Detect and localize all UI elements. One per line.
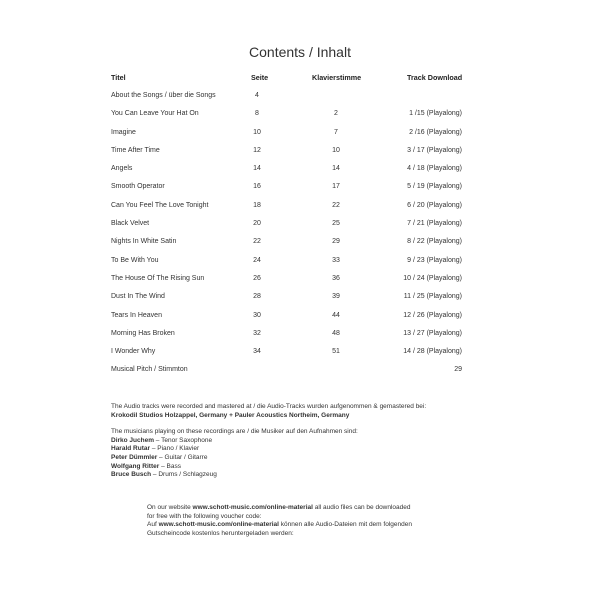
page-number: 34 <box>253 348 261 356</box>
song-title: Smooth Operator <box>111 183 165 191</box>
piano-page: 2 <box>334 110 338 118</box>
online-material-notice <box>147 504 477 538</box>
piano-page: 44 <box>332 311 340 319</box>
column-header-track: Track Download <box>407 73 463 82</box>
song-title: I Wonder Why <box>111 348 156 356</box>
table-row <box>0 90 600 108</box>
track-number: 9 / 23 (Playalong) <box>407 256 462 264</box>
track-number: 6 / 20 (Playalong) <box>407 201 462 209</box>
table-row <box>0 310 600 328</box>
musician-line <box>111 454 531 463</box>
track-number: 8 / 22 (Playalong) <box>407 238 462 246</box>
song-title: Can You Feel The Love Tonight <box>111 201 209 209</box>
musician-role: – Tenor Saxophone <box>154 436 213 444</box>
track-number: 29 <box>454 366 462 374</box>
song-title: Angels <box>111 165 133 173</box>
song-title: The House Of The Rising Sun <box>111 274 205 282</box>
page-number: 32 <box>253 329 261 337</box>
musician-role: – Drums / Schlagzeug <box>151 471 217 479</box>
online-de-line2: Gutscheincode kostenlos heruntergeladen werden: <box>147 529 294 537</box>
song-title: You Can Leave Your Hat On <box>111 110 199 118</box>
table-row <box>0 163 600 181</box>
song-title: Time After Time <box>111 146 160 154</box>
musicians-intro: The musicians playing on these recordings are / die Musiker auf den Aufnahmen sind: <box>111 428 358 436</box>
recording-intro: The Audio tracks were recorded and mastered at / die Audio-Tracks wurden aufgenommen & gemastered bei: <box>111 403 427 410</box>
page-number: 20 <box>253 220 261 228</box>
track-number: 12 / 26 (Playalong) <box>403 311 462 319</box>
song-title: Musical Pitch / Stimmton <box>111 366 188 374</box>
piano-page: 14 <box>332 165 340 173</box>
table-row <box>0 328 600 346</box>
musician-line <box>111 445 531 454</box>
musician-name: Dirko Juchem <box>111 436 154 444</box>
table-row <box>0 127 600 145</box>
track-number: 11 / 25 (Playalong) <box>403 293 462 301</box>
piano-page: 10 <box>332 146 340 154</box>
page-number: 10 <box>253 128 261 136</box>
contents-table <box>0 90 600 383</box>
table-row <box>0 273 600 291</box>
website-link-de[interactable]: www.schott-music.com/online-material <box>158 521 279 529</box>
musician-name: Bruce Busch <box>111 471 152 479</box>
song-title: About the Songs / über die Songs <box>111 92 216 99</box>
website-link[interactable]: www.schott-music.com/online-material <box>192 504 313 511</box>
track-number: 10 / 24 (Playalong) <box>403 274 462 282</box>
table-row <box>0 236 600 254</box>
piano-page: 22 <box>332 201 340 209</box>
online-de-line1: Auf www.schott-music.com/online-material können alle Audio-Dateien mit dem folgenden <box>147 521 412 529</box>
song-title: Black Velvet <box>111 220 150 228</box>
piano-page: 51 <box>332 348 340 356</box>
page-number: 30 <box>253 311 261 319</box>
song-title: Dust In The Wind <box>111 293 165 301</box>
musician-name: Wolfgang Ritter <box>111 462 160 470</box>
table-row <box>0 200 600 218</box>
table-row <box>0 255 600 273</box>
page-number: 24 <box>253 256 261 264</box>
song-title: Morning Has Broken <box>111 329 175 337</box>
musician-role: – Bass <box>159 462 181 470</box>
page-number: 26 <box>253 274 261 282</box>
musician-role: – Piano / Klavier <box>150 445 200 453</box>
table-row <box>0 346 600 364</box>
piano-page: 25 <box>332 220 340 228</box>
page-number: 22 <box>253 238 261 246</box>
track-number: 5 / 19 (Playalong) <box>407 183 462 191</box>
track-number: 1 /15 (Playalong) <box>409 110 462 118</box>
page-number: 4 <box>255 92 259 99</box>
song-title: Tears In Heaven <box>111 311 162 319</box>
song-title: Imagine <box>111 128 136 136</box>
piano-page: 17 <box>332 183 340 191</box>
track-number: 3 / 17 (Playalong) <box>407 146 462 154</box>
piano-page: 33 <box>332 256 340 264</box>
page-number: 14 <box>253 165 261 173</box>
table-row <box>0 181 600 199</box>
song-title: To Be With You <box>111 256 159 264</box>
recording-studios: Krokodil Studios Holzappel, Germany + Pauler Acoustics Northeim, Germany <box>111 411 350 419</box>
table-row <box>0 218 600 236</box>
page-number: 8 <box>255 110 259 118</box>
online-en-line2: for free with the following voucher code: <box>147 512 262 520</box>
musician-name: Harald Rutar <box>111 445 151 453</box>
musician-line <box>111 437 531 446</box>
column-header-title: Titel <box>111 73 126 82</box>
online-en-line1: On our website www.schott-music.com/online-material all audio files can be downloaded <box>147 504 411 511</box>
piano-page: 29 <box>332 238 340 246</box>
musician-name: Peter Dümmler <box>111 453 158 461</box>
column-header-piano: Klavierstimme <box>312 73 362 82</box>
musician-line <box>111 463 531 472</box>
page-number: 28 <box>253 293 261 301</box>
piano-page: 39 <box>332 293 340 301</box>
recording-notes <box>111 403 531 480</box>
table-row <box>0 364 600 382</box>
track-number: 14 / 28 (Playalong) <box>403 348 462 356</box>
musician-role: – Guitar / Gitarre <box>157 453 208 461</box>
page-number: 16 <box>253 183 261 191</box>
table-row <box>0 291 600 309</box>
track-number: 13 / 27 (Playalong) <box>403 329 462 337</box>
track-number: 2 /16 (Playalong) <box>409 128 462 136</box>
page-number: 18 <box>253 201 261 209</box>
piano-page: 7 <box>334 128 338 136</box>
piano-page: 48 <box>332 329 340 337</box>
track-number: 7 / 21 (Playalong) <box>407 220 462 228</box>
page-number: 12 <box>253 146 261 154</box>
column-header-page: Seite <box>251 73 269 82</box>
page-title: Contents / Inhalt <box>249 44 351 60</box>
musician-line <box>111 471 531 480</box>
track-number: 4 / 18 (Playalong) <box>407 165 462 173</box>
song-title: Nights In White Satin <box>111 238 177 246</box>
table-row <box>0 145 600 163</box>
table-row <box>0 108 600 126</box>
piano-page: 36 <box>332 274 340 282</box>
